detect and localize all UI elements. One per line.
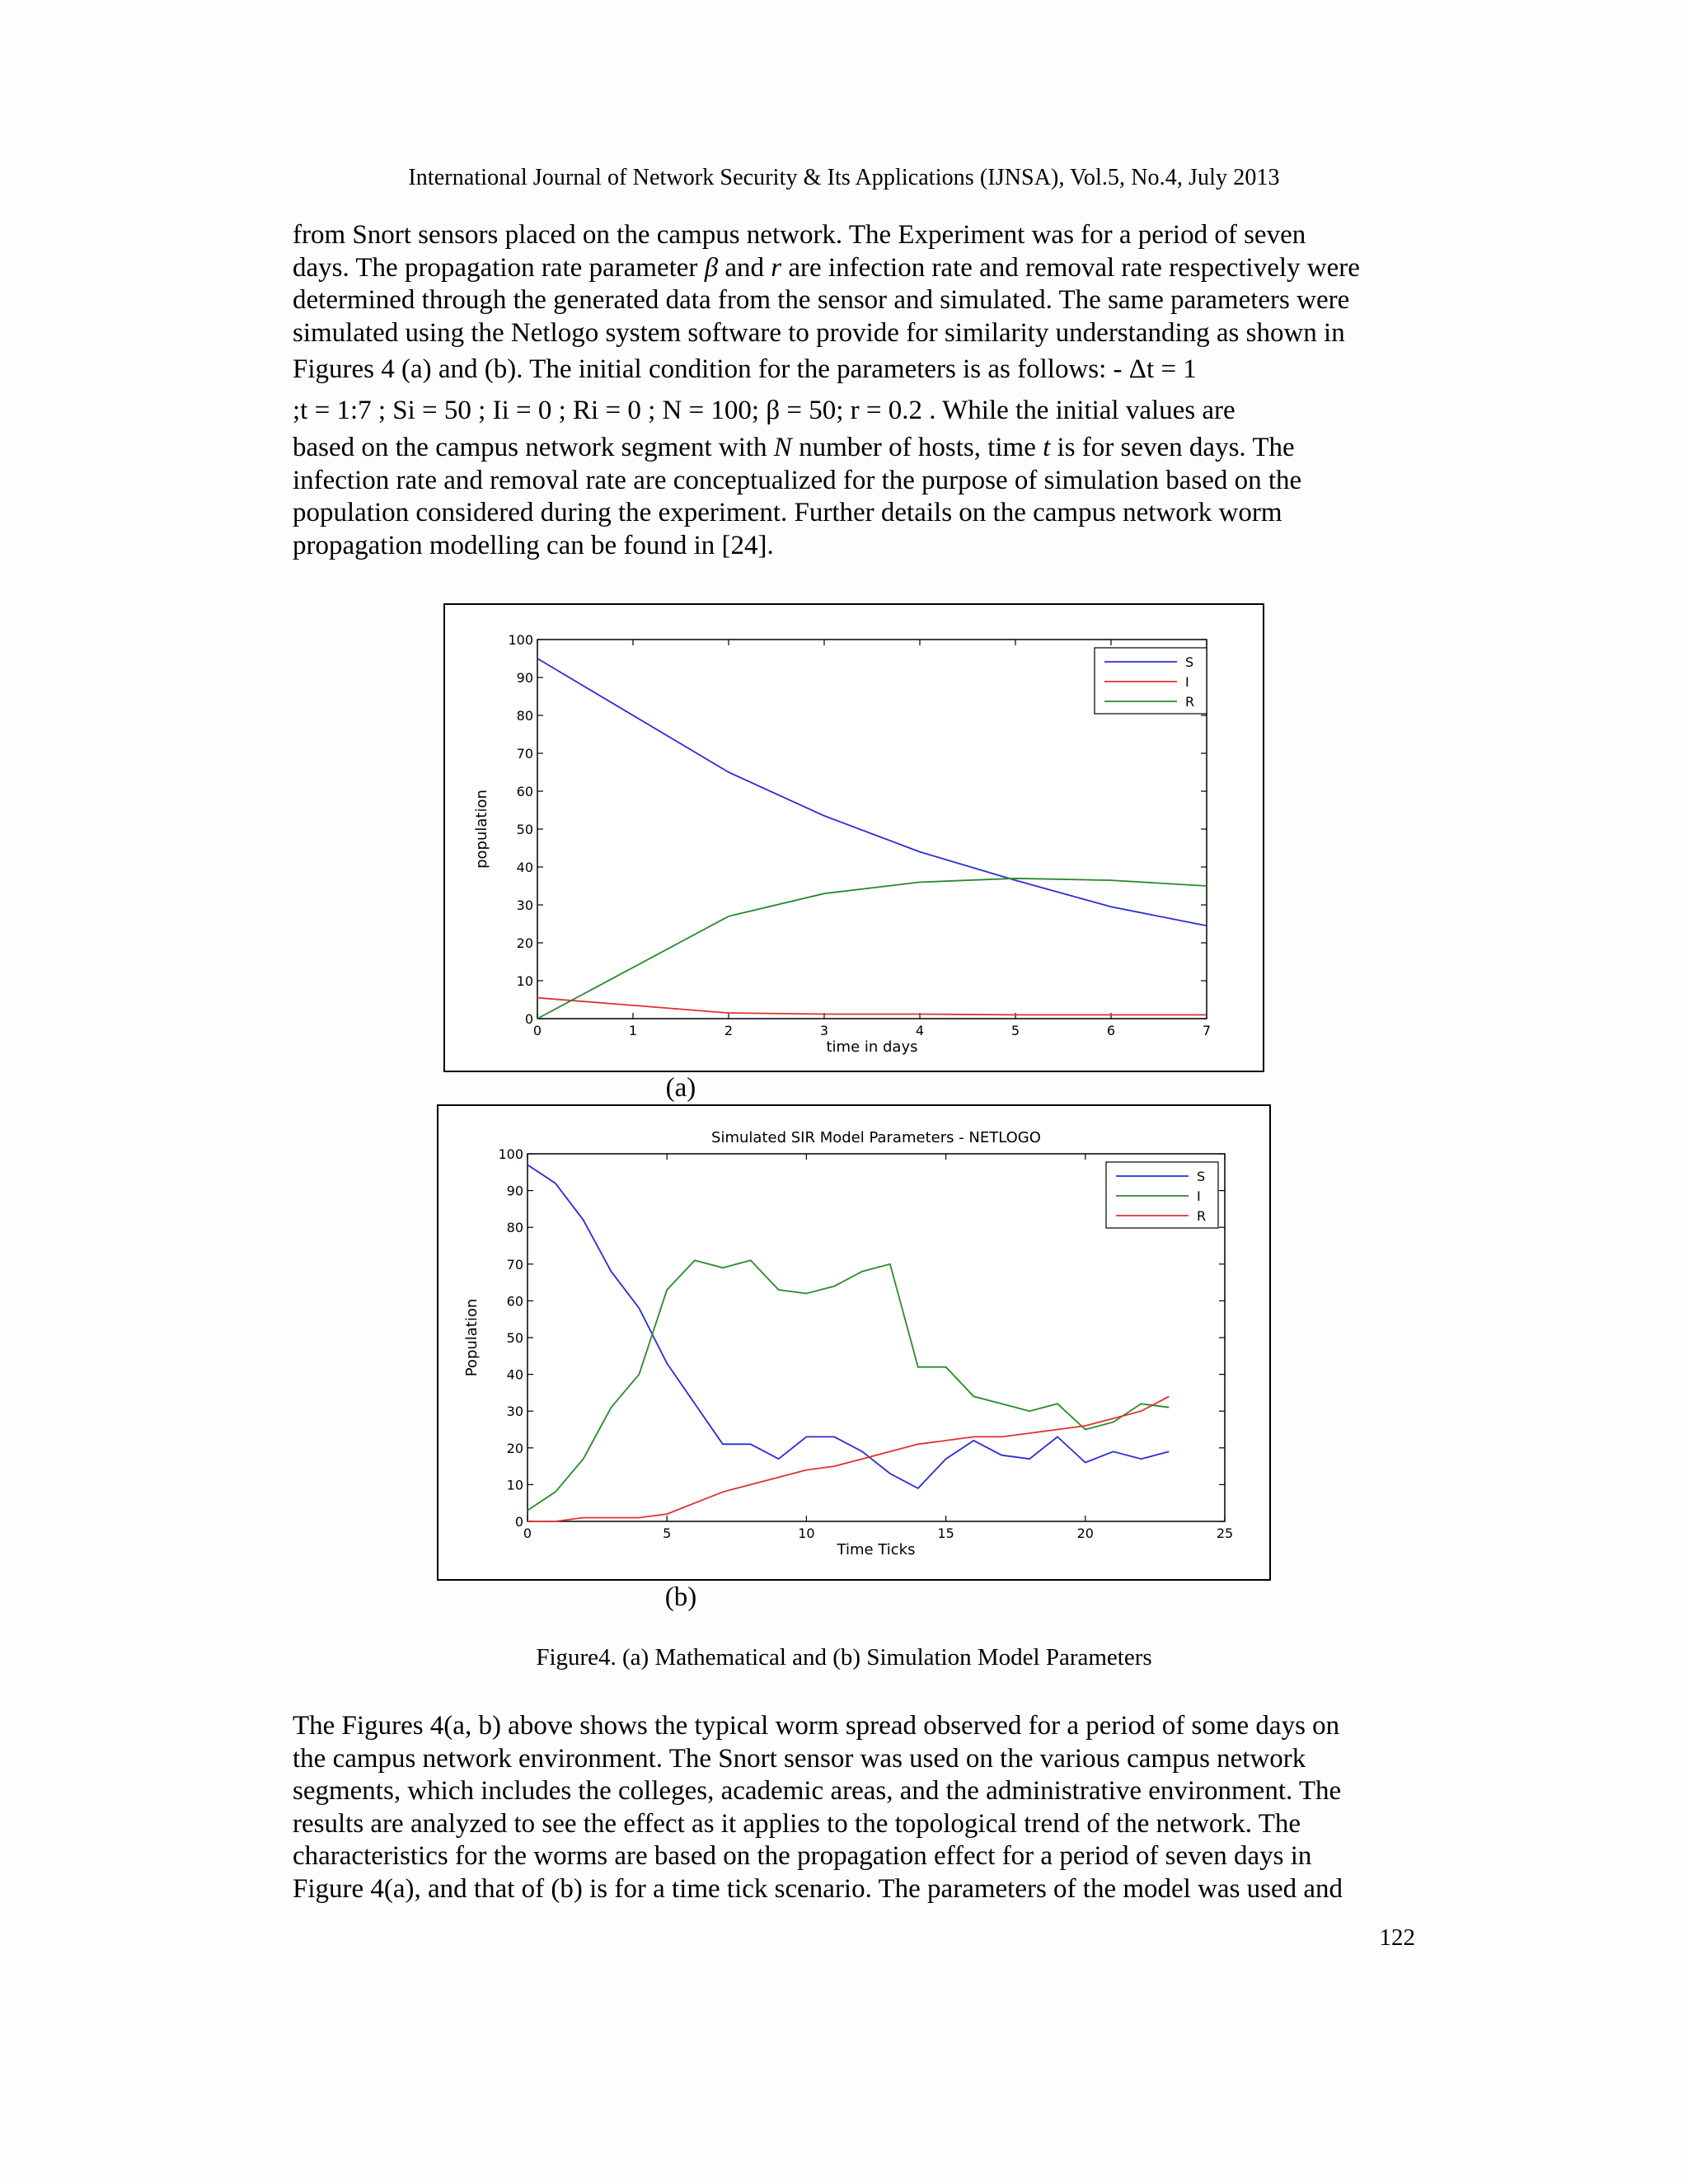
x-tick-label: 5 (1010, 1023, 1020, 1038)
text-line: segments, which includes the colleges, academic areas, and the administrative environment. The (293, 1776, 1342, 1806)
series-line-s (528, 1165, 1169, 1488)
legend-label: I (1185, 674, 1189, 690)
y-tick-label: 100 (508, 632, 533, 648)
figure-a-frame (443, 603, 1264, 1072)
y-tick-label: 0 (524, 1011, 533, 1027)
x-tick-label: 0 (523, 1526, 532, 1541)
x-tick-label: 7 (1202, 1023, 1212, 1038)
series-line-r (528, 1396, 1169, 1521)
x-tick-label: 5 (663, 1526, 672, 1541)
chart-a (445, 605, 1263, 1071)
series-line-i (528, 1260, 1169, 1510)
x-tick-label: 15 (937, 1526, 954, 1541)
series-line-i (537, 998, 1207, 1015)
legend-label: I (1197, 1188, 1201, 1204)
text-line: determined through the generated data from the sensor and simulated. The same parameters were (293, 285, 1350, 315)
chart-b (438, 1106, 1269, 1579)
x-tick-label: 4 (915, 1023, 925, 1038)
y-tick-label: 0 (514, 1514, 523, 1530)
y-axis-label: Population (463, 1298, 481, 1377)
figure-a-label: (a) (665, 1073, 696, 1103)
y-tick-label: 60 (506, 1293, 523, 1310)
legend-label: S (1185, 654, 1194, 670)
x-tick-label: 3 (819, 1023, 829, 1038)
y-tick-label: 80 (516, 708, 533, 724)
y-tick-label: 40 (506, 1366, 523, 1383)
y-tick-label: 50 (506, 1330, 523, 1346)
text-line: ;t = 1:7 ; Si = 50 ; Ii = 0 ; Ri = 0 ; N = 100; β = 50; r = 0.2 . While the initial values are (293, 396, 1236, 425)
x-tick-label: 1 (628, 1023, 638, 1038)
text-line: simulated using the Netlogo system software to provide for similarity understanding as shown in (293, 317, 1345, 348)
text-line: results are analyzed to see the effect as it applies to the topological trend of the network. The (293, 1808, 1301, 1839)
legend-label: R (1185, 694, 1195, 710)
y-tick-label: 90 (516, 670, 533, 686)
text-line: days. The propagation rate parameter β and r are infection rate and removal rate respectively were (293, 252, 1360, 283)
legend-label: R (1197, 1208, 1207, 1224)
y-tick-label: 60 (516, 784, 533, 799)
y-tick-label: 100 (498, 1146, 523, 1162)
text-line: propagation modelling can be found in [24]. (293, 530, 774, 560)
y-tick-label: 70 (516, 746, 533, 762)
text-line: from Snort sensors placed on the campus network. The Experiment was for a period of seven (293, 220, 1306, 250)
y-tick-label: 90 (506, 1183, 523, 1199)
figure-b-label: (b) (664, 1582, 697, 1612)
y-tick-label: 50 (516, 822, 533, 837)
journal-header: International Journal of Network Security & Its Applications (IJNSA), Vol.5, No.4, July 2013 (408, 165, 1280, 190)
x-axis-label: time in days (826, 1038, 918, 1056)
text-line: based on the campus network segment with N number of hosts, time t is for seven days. The (293, 433, 1295, 462)
legend-label: S (1197, 1169, 1206, 1184)
x-axis-label: Time Ticks (837, 1541, 916, 1558)
text-line: the campus network environment. The Snort sensor was used on the various campus network (293, 1743, 1306, 1774)
y-tick-label: 30 (516, 898, 533, 913)
y-tick-label: 10 (506, 1477, 523, 1493)
series-line-r (537, 879, 1207, 1019)
x-tick-label: 6 (1106, 1023, 1116, 1038)
text-line: population considered during the experiment. Further details on the campus network worm (293, 498, 1282, 527)
figure-b-frame (437, 1104, 1271, 1581)
x-tick-label: 20 (1076, 1526, 1094, 1541)
figure-caption: Figure4. (a) Mathematical and (b) Simulation Model Parameters (536, 1644, 1152, 1671)
y-tick-label: 40 (516, 860, 533, 875)
x-tick-label: 0 (532, 1023, 542, 1038)
x-tick-label: 2 (724, 1023, 734, 1038)
text-line: characteristics for the worms are based on the propagation effect for a period of seven days in (293, 1841, 1312, 1871)
text-line: The Figures 4(a, b) above shows the typical worm spread observed for a period of some days on (293, 1711, 1340, 1741)
y-tick-label: 20 (506, 1440, 523, 1456)
y-tick-label: 10 (516, 973, 533, 989)
chart-title: Simulated SIR Model Parameters - NETLOGO (711, 1129, 1041, 1146)
text-line: Figures 4 (a) and (b). The initial condition for the parameters is as follows: - Δt = 1 (293, 354, 1197, 384)
x-tick-label: 25 (1216, 1526, 1234, 1541)
y-tick-label: 70 (506, 1256, 523, 1272)
x-tick-label: 10 (798, 1526, 815, 1541)
paragraph-2 (293, 1710, 1415, 1905)
y-tick-label: 80 (506, 1220, 523, 1236)
text-line: infection rate and removal rate are conceptualized for the purpose of simulation based on the (293, 465, 1302, 495)
y-tick-label: 30 (506, 1404, 523, 1420)
y-tick-label: 20 (516, 935, 533, 951)
y-axis-label: population (473, 790, 490, 869)
page-number: 122 (1379, 1924, 1415, 1951)
text-line: Figure 4(a), and that of (b) is for a time tick scenario. The parameters of the model was used and (293, 1873, 1343, 1904)
paragraph-1 (293, 219, 1415, 562)
